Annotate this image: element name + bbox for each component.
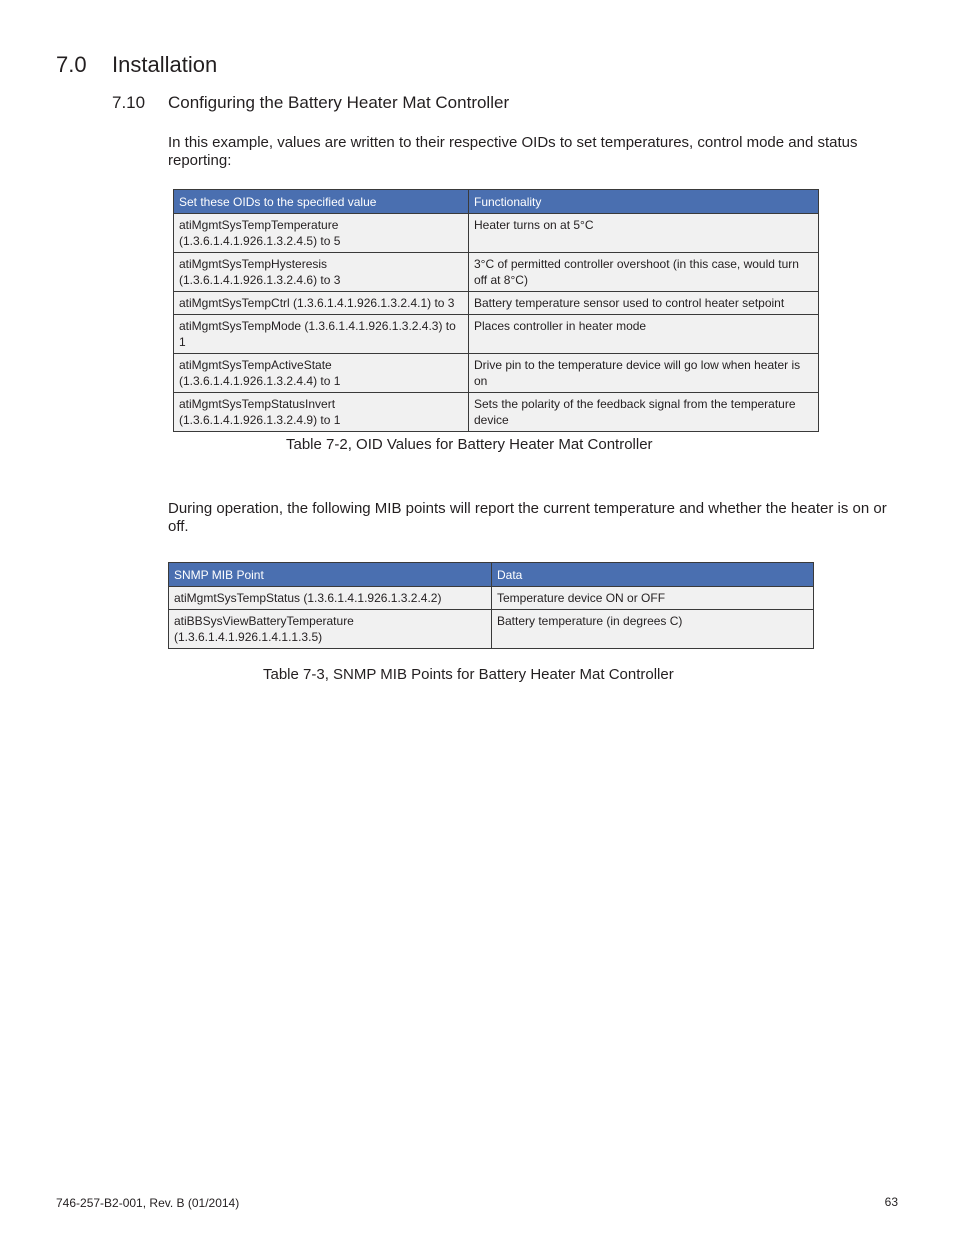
table-row [174,393,819,432]
intro-paragraph-1: In this example, values are written to their respective OIDs to set temperatures, control mode and status reporting: [168,134,858,169]
table-header-cell: SNMP MIB Point [169,563,492,587]
table-row [169,587,814,610]
table-caption-7-2: Table 7-2, OID Values for Battery Heater Mat Controller [286,436,653,453]
mib-point-cell: atiMgmtSysTempStatus (1.3.6.1.4.1.926.1.3.2.4.2) [169,587,492,610]
table-header-cell: Set these OIDs to the specified value [174,190,469,214]
oid-cell: atiMgmtSysTempTemperature (1.3.6.1.4.1.926.1.3.2.4.5) to 5 [174,214,469,253]
section-number: 7.0 [56,52,87,77]
table-header-cell: Data [492,563,814,587]
functionality-cell: Places controller in heater mode [469,315,819,354]
table-row [174,315,819,354]
functionality-cell: Battery temperature sensor used to control heater setpoint [469,292,819,315]
functionality-cell: Sets the polarity of the feedback signal from the temperature device [469,393,819,432]
data-cell: Temperature device ON or OFF [492,587,814,610]
section-heading [56,51,217,79]
functionality-cell: 3°C of permitted controller overshoot (in this case, would turn off at 8°C) [469,253,819,292]
table-row [174,214,819,253]
table-header-cell: Functionality [469,190,819,214]
subsection-heading [112,92,509,114]
oid-cell: atiMgmtSysTempCtrl (1.3.6.1.4.1.926.1.3.2.4.1) to 3 [174,292,469,315]
oid-values-table [173,189,819,432]
oid-cell: atiMgmtSysTempHysteresis (1.3.6.1.4.1.926.1.3.2.4.6) to 3 [174,253,469,292]
snmp-mib-table [168,562,814,649]
table-row [174,253,819,292]
table-row [174,354,819,393]
data-cell: Battery temperature (in degrees C) [492,610,814,649]
subsection-number: 7.10 [112,93,146,112]
table-header-row [174,190,819,214]
table-header-row [169,563,814,587]
footer-doc-id: 746-257-B2-001, Rev. B (01/2014) [56,1196,240,1210]
functionality-cell: Heater turns on at 5°C [469,214,819,253]
oid-cell: atiMgmtSysTempMode (1.3.6.1.4.1.926.1.3.2.4.3) to 1 [174,315,469,354]
table-caption-7-3: Table 7-3, SNMP MIB Points for Battery Heater Mat Controller [263,666,674,683]
table-row [174,292,819,315]
section-title: Installation [112,52,218,77]
oid-cell: atiMgmtSysTempActiveState (1.3.6.1.4.1.926.1.3.2.4.4) to 1 [174,354,469,393]
subsection-title: Configuring the Battery Heater Mat Controller [168,93,510,112]
table-row [169,610,814,649]
functionality-cell: Drive pin to the temperature device will go low when heater is on [469,354,819,393]
oid-cell: atiMgmtSysTempStatusInvert (1.3.6.1.4.1.926.1.3.2.4.9) to 1 [174,393,469,432]
footer-page-number: 63 [884,1195,898,1209]
mib-point-cell: atiBBSysViewBatteryTemperature (1.3.6.1.4.1.926.1.4.1.1.3.5) [169,610,492,649]
intro-paragraph-2: During operation, the following MIB points will report the current temperature and whether the heater is on or off. [168,500,887,535]
